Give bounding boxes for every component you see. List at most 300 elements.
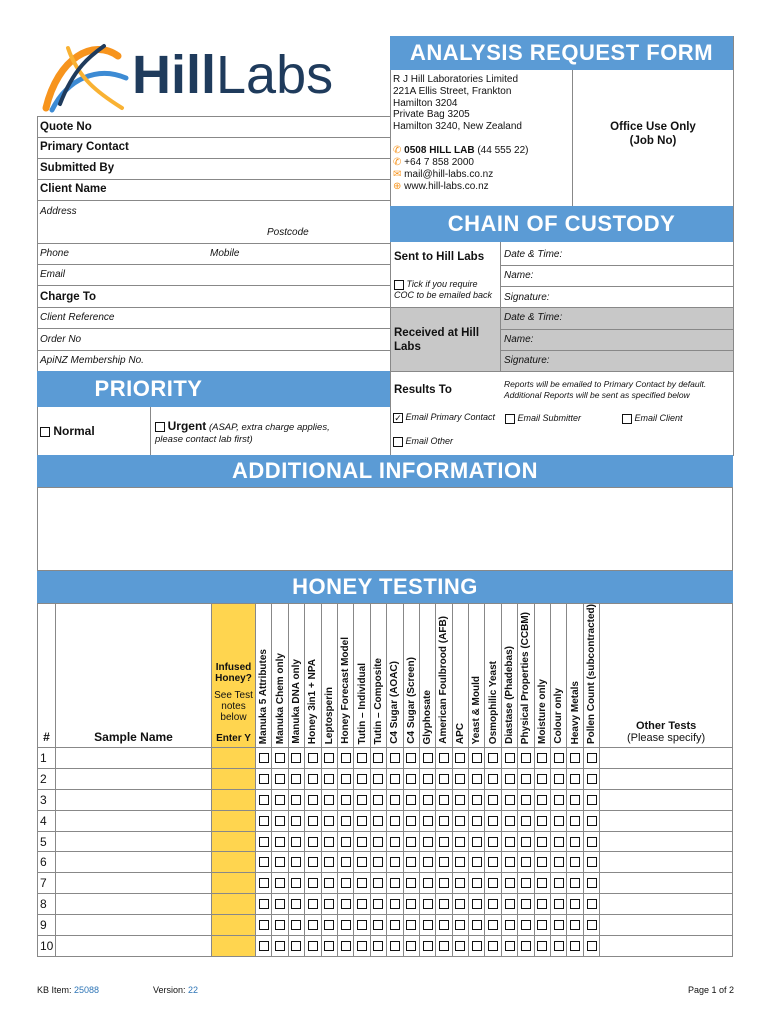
test-checkbox[interactable] [259, 753, 269, 763]
test-checkbox[interactable] [455, 920, 465, 930]
email-other-checkbox[interactable] [393, 437, 403, 447]
test-checkbox[interactable] [275, 774, 285, 784]
test-checkbox[interactable] [308, 795, 318, 805]
test-checkbox[interactable] [324, 837, 334, 847]
test-checkbox[interactable] [423, 816, 433, 826]
test-checkbox[interactable] [259, 857, 269, 867]
test-checkbox[interactable] [554, 899, 564, 909]
test-checkbox[interactable] [423, 878, 433, 888]
priority-urgent-option[interactable] [155, 420, 330, 446]
test-checkbox[interactable] [341, 816, 351, 826]
test-checkbox[interactable] [406, 795, 416, 805]
test-checkbox[interactable] [390, 857, 400, 867]
test-checkbox[interactable] [406, 774, 416, 784]
test-checkbox-cell [501, 873, 517, 894]
test-checkbox-cell [452, 810, 468, 831]
test-checkbox[interactable] [537, 774, 547, 784]
test-checkbox[interactable] [259, 941, 269, 951]
test-checkbox[interactable] [291, 816, 301, 826]
test-checkbox[interactable] [406, 816, 416, 826]
test-checkbox-cell [256, 894, 272, 915]
lab-email-link[interactable]: mail@hill-labs.co.nz [404, 169, 494, 180]
test-checkbox[interactable] [259, 837, 269, 847]
test-checkbox[interactable] [488, 837, 498, 847]
test-checkbox[interactable] [390, 795, 400, 805]
test-checkbox[interactable] [455, 753, 465, 763]
email-label: Email [40, 269, 66, 280]
email-primary-label: Email Primary Contact [405, 412, 496, 422]
test-checkbox[interactable] [537, 899, 547, 909]
test-checkbox[interactable] [308, 920, 318, 930]
test-checkbox[interactable] [373, 857, 383, 867]
test-checkbox[interactable] [390, 899, 400, 909]
test-checkbox[interactable] [472, 899, 482, 909]
test-checkbox[interactable] [341, 753, 351, 763]
test-checkbox[interactable] [341, 920, 351, 930]
test-checkbox[interactable] [275, 878, 285, 888]
test-checkbox[interactable] [570, 795, 580, 805]
test-checkbox[interactable] [488, 816, 498, 826]
coc-email-checkbox-row[interactable] [394, 279, 492, 301]
email-client-option[interactable] [622, 413, 683, 424]
other-tests-input[interactable] [600, 894, 733, 915]
sample-name-input[interactable] [56, 936, 212, 957]
test-checkbox[interactable] [423, 837, 433, 847]
coc-email-checkbox[interactable] [394, 280, 404, 290]
email-primary-checkbox[interactable]: ✓ [394, 412, 402, 423]
test-checkbox[interactable] [341, 774, 351, 784]
test-checkbox[interactable] [488, 878, 498, 888]
test-checkbox-cell [370, 748, 386, 769]
test-checkbox-cell [469, 748, 485, 769]
test-checkbox[interactable] [406, 899, 416, 909]
test-checkbox[interactable] [324, 920, 334, 930]
test-checkbox[interactable] [570, 899, 580, 909]
test-checkbox[interactable] [472, 774, 482, 784]
test-checkbox-cell [387, 915, 403, 936]
test-checkbox[interactable] [505, 753, 515, 763]
test-checkbox[interactable] [324, 878, 334, 888]
primary-contact-label: Primary Contact [40, 141, 129, 153]
test-checkbox[interactable] [537, 878, 547, 888]
test-checkbox[interactable] [291, 857, 301, 867]
test-checkbox[interactable] [521, 774, 531, 784]
test-checkbox[interactable] [259, 816, 269, 826]
test-checkbox[interactable] [537, 941, 547, 951]
test-checkbox[interactable] [521, 899, 531, 909]
email-client-checkbox[interactable] [622, 414, 632, 424]
test-checkbox[interactable] [537, 795, 547, 805]
infused-input[interactable] [212, 789, 256, 810]
test-checkbox[interactable] [259, 920, 269, 930]
office-use-label: Office Use Only [610, 121, 696, 133]
test-checkbox[interactable] [472, 857, 482, 867]
test-checkbox[interactable] [275, 753, 285, 763]
test-checkbox[interactable] [423, 857, 433, 867]
received-signature-label: Signature: [504, 355, 550, 366]
test-checkbox[interactable] [521, 753, 531, 763]
test-checkbox[interactable] [406, 878, 416, 888]
test-checkbox[interactable] [373, 899, 383, 909]
test-checkbox[interactable] [455, 816, 465, 826]
test-checkbox[interactable] [275, 816, 285, 826]
test-checkbox[interactable] [308, 837, 318, 847]
test-checkbox[interactable] [521, 795, 531, 805]
test-checkbox[interactable] [390, 941, 400, 951]
test-checkbox[interactable] [587, 753, 597, 763]
test-checkbox[interactable] [291, 774, 301, 784]
test-checkbox[interactable] [275, 920, 285, 930]
test-checkbox[interactable] [554, 837, 564, 847]
test-checkbox[interactable] [554, 816, 564, 826]
test-checkbox[interactable] [357, 941, 367, 951]
test-checkbox[interactable] [423, 774, 433, 784]
test-checkbox[interactable] [308, 878, 318, 888]
test-checkbox[interactable] [357, 753, 367, 763]
test-checkbox[interactable] [439, 899, 449, 909]
kb-value[interactable]: 25088 [74, 985, 100, 995]
test-checkbox-cell [370, 936, 386, 957]
sample-name-input[interactable] [56, 789, 212, 810]
sample-name-input[interactable] [56, 831, 212, 852]
test-checkbox[interactable] [554, 857, 564, 867]
test-checkbox[interactable] [406, 941, 416, 951]
test-checkbox[interactable] [373, 941, 383, 951]
test-checkbox-cell [436, 936, 452, 957]
test-checkbox[interactable] [390, 878, 400, 888]
test-checkbox[interactable] [505, 941, 515, 951]
test-checkbox[interactable] [406, 753, 416, 763]
test-checkbox-cell [551, 873, 567, 894]
test-checkbox-cell [288, 748, 304, 769]
test-checkbox[interactable] [291, 837, 301, 847]
test-checkbox[interactable] [259, 774, 269, 784]
test-checkbox[interactable] [373, 837, 383, 847]
test-checkbox-cell [387, 810, 403, 831]
test-checkbox[interactable] [455, 941, 465, 951]
test-checkbox-cell [370, 810, 386, 831]
test-checkbox[interactable] [537, 753, 547, 763]
test-checkbox[interactable] [308, 899, 318, 909]
test-checkbox[interactable] [570, 774, 580, 784]
test-checkbox[interactable] [488, 899, 498, 909]
test-checkbox[interactable] [324, 816, 334, 826]
infused-input[interactable] [212, 810, 256, 831]
test-checkbox[interactable] [521, 941, 531, 951]
test-checkbox[interactable] [291, 795, 301, 805]
test-checkbox[interactable] [291, 878, 301, 888]
test-checkbox[interactable] [570, 857, 580, 867]
other-tests-input[interactable] [600, 789, 733, 810]
test-checkbox[interactable] [521, 837, 531, 847]
test-checkbox[interactable] [505, 857, 515, 867]
test-checkbox[interactable] [570, 920, 580, 930]
test-checkbox[interactable] [439, 920, 449, 930]
other-tests-input[interactable] [600, 831, 733, 852]
priority-normal-option[interactable] [40, 424, 95, 438]
test-checkbox[interactable] [587, 857, 597, 867]
test-checkbox[interactable] [291, 753, 301, 763]
test-checkbox[interactable] [488, 753, 498, 763]
test-checkbox[interactable] [373, 816, 383, 826]
other-tests-input[interactable] [600, 873, 733, 894]
sample-name-input[interactable] [56, 873, 212, 894]
test-checkbox[interactable] [587, 941, 597, 951]
test-checkbox[interactable] [505, 878, 515, 888]
test-checkbox[interactable] [390, 837, 400, 847]
test-checkbox[interactable] [275, 795, 285, 805]
test-checkbox[interactable] [308, 753, 318, 763]
test-checkbox[interactable] [324, 753, 334, 763]
test-checkbox[interactable] [373, 878, 383, 888]
test-checkbox[interactable] [324, 899, 334, 909]
test-checkbox[interactable] [439, 753, 449, 763]
test-checkbox[interactable] [455, 795, 465, 805]
test-checkbox-cell [403, 936, 419, 957]
test-checkbox-cell [501, 789, 517, 810]
test-checkbox[interactable] [341, 795, 351, 805]
other-tests-note: (Please specify) [626, 732, 706, 744]
test-checkbox[interactable] [488, 941, 498, 951]
test-checkbox[interactable] [505, 837, 515, 847]
test-name: Yeast & Mould [471, 675, 483, 744]
test-checkbox[interactable] [505, 774, 515, 784]
test-checkbox[interactable] [357, 816, 367, 826]
test-checkbox[interactable] [406, 857, 416, 867]
email-submitter-checkbox[interactable] [505, 414, 515, 424]
additional-info-textarea[interactable] [37, 487, 733, 571]
test-checkbox[interactable] [423, 941, 433, 951]
infused-input[interactable] [212, 936, 256, 957]
test-checkbox[interactable] [554, 878, 564, 888]
other-tests-label: Other Tests [635, 720, 697, 732]
test-checkbox[interactable] [390, 920, 400, 930]
test-checkbox[interactable] [439, 816, 449, 826]
test-checkbox[interactable] [587, 774, 597, 784]
test-checkbox[interactable] [587, 816, 597, 826]
sample-name-input[interactable] [56, 852, 212, 873]
infused-input[interactable] [212, 915, 256, 936]
test-checkbox[interactable] [275, 899, 285, 909]
test-checkbox[interactable] [521, 878, 531, 888]
test-checkbox[interactable] [472, 837, 482, 847]
test-checkbox[interactable] [587, 920, 597, 930]
test-checkbox[interactable] [554, 941, 564, 951]
test-checkbox[interactable] [259, 795, 269, 805]
infused-input[interactable] [212, 894, 256, 915]
test-name: American Foulbrood (AFB) [438, 616, 450, 744]
test-checkbox[interactable] [406, 920, 416, 930]
test-checkbox-cell [354, 831, 370, 852]
test-checkbox[interactable] [357, 774, 367, 784]
test-checkbox[interactable] [291, 920, 301, 930]
test-checkbox[interactable] [275, 857, 285, 867]
footer-version [153, 985, 198, 995]
test-checkbox[interactable] [439, 878, 449, 888]
email-submitter-option[interactable] [505, 413, 581, 424]
test-checkbox[interactable] [537, 857, 547, 867]
priority-normal-checkbox[interactable] [40, 427, 50, 437]
test-checkbox-cell [387, 831, 403, 852]
test-checkbox[interactable] [439, 941, 449, 951]
test-name: Heavy Metals [569, 680, 581, 744]
test-checkbox[interactable] [357, 899, 367, 909]
test-checkbox[interactable] [505, 795, 515, 805]
test-checkbox[interactable] [324, 941, 334, 951]
test-checkbox[interactable] [587, 795, 597, 805]
test-checkbox[interactable] [291, 941, 301, 951]
test-checkbox[interactable] [554, 795, 564, 805]
test-checkbox[interactable] [521, 920, 531, 930]
test-checkbox[interactable] [521, 857, 531, 867]
test-name: Moisture only [536, 678, 548, 744]
test-checkbox[interactable] [390, 816, 400, 826]
priority-urgent-label: Urgent [167, 419, 207, 433]
test-checkbox[interactable] [406, 837, 416, 847]
test-checkbox[interactable] [587, 837, 597, 847]
test-checkbox[interactable] [324, 857, 334, 867]
test-checkbox[interactable] [488, 774, 498, 784]
test-checkbox[interactable] [439, 857, 449, 867]
test-checkbox[interactable] [537, 920, 547, 930]
test-checkbox[interactable] [587, 878, 597, 888]
infused-input[interactable] [212, 768, 256, 789]
test-checkbox[interactable] [554, 753, 564, 763]
test-checkbox[interactable] [423, 795, 433, 805]
test-checkbox[interactable] [308, 816, 318, 826]
sample-name-input[interactable] [56, 768, 212, 789]
test-checkbox[interactable] [341, 878, 351, 888]
test-checkbox[interactable] [455, 837, 465, 847]
test-checkbox[interactable] [439, 795, 449, 805]
address-label: Address [40, 206, 77, 217]
infused-input[interactable] [212, 852, 256, 873]
test-checkbox[interactable] [505, 920, 515, 930]
test-checkbox[interactable] [373, 774, 383, 784]
test-checkbox[interactable] [423, 920, 433, 930]
sample-name-input[interactable] [56, 810, 212, 831]
test-checkbox[interactable] [505, 899, 515, 909]
test-checkbox[interactable] [291, 899, 301, 909]
test-checkbox[interactable] [505, 816, 515, 826]
test-checkbox[interactable] [455, 857, 465, 867]
test-checkbox[interactable] [570, 941, 580, 951]
test-checkbox[interactable] [587, 899, 597, 909]
other-tests-input[interactable] [600, 915, 733, 936]
other-tests-input[interactable] [600, 936, 733, 957]
test-checkbox[interactable] [472, 941, 482, 951]
test-checkbox[interactable] [259, 899, 269, 909]
test-checkbox[interactable] [308, 774, 318, 784]
test-checkbox[interactable] [390, 753, 400, 763]
sample-name-input[interactable] [56, 748, 212, 769]
test-checkbox-cell [518, 873, 534, 894]
test-checkbox[interactable] [390, 774, 400, 784]
test-checkbox[interactable] [537, 816, 547, 826]
test-checkbox[interactable] [275, 837, 285, 847]
test-checkbox-cell [256, 852, 272, 873]
sample-name-input[interactable] [56, 894, 212, 915]
test-checkbox-cell [551, 748, 567, 769]
test-checkbox-cell [305, 789, 321, 810]
test-checkbox[interactable] [439, 774, 449, 784]
infused-input[interactable] [212, 873, 256, 894]
infused-input[interactable] [212, 748, 256, 769]
infused-input[interactable] [212, 831, 256, 852]
form-title: ANALYSIS REQUEST FORM [390, 36, 733, 70]
test-checkbox[interactable] [308, 857, 318, 867]
lab-website-link[interactable]: www.hill-labs.co.nz [404, 181, 489, 192]
email-other-option[interactable] [393, 436, 453, 447]
test-checkbox[interactable] [455, 774, 465, 784]
test-checkbox[interactable] [357, 837, 367, 847]
test-checkbox[interactable] [570, 837, 580, 847]
test-checkbox[interactable] [423, 899, 433, 909]
test-checkbox[interactable] [472, 920, 482, 930]
test-checkbox[interactable] [357, 795, 367, 805]
test-checkbox[interactable] [570, 753, 580, 763]
test-checkbox[interactable] [521, 816, 531, 826]
test-checkbox[interactable] [324, 795, 334, 805]
test-checkbox[interactable] [472, 878, 482, 888]
test-checkbox[interactable] [455, 899, 465, 909]
test-checkbox[interactable] [341, 899, 351, 909]
other-tests-input[interactable] [600, 748, 733, 769]
test-checkbox[interactable] [308, 941, 318, 951]
test-checkbox[interactable] [554, 920, 564, 930]
test-checkbox-cell [354, 768, 370, 789]
test-checkbox[interactable] [472, 795, 482, 805]
test-checkbox[interactable] [439, 837, 449, 847]
test-checkbox[interactable] [341, 837, 351, 847]
test-checkbox[interactable] [570, 878, 580, 888]
test-column-header [551, 604, 567, 748]
test-checkbox[interactable] [537, 837, 547, 847]
test-checkbox[interactable] [472, 816, 482, 826]
test-checkbox[interactable] [324, 774, 334, 784]
email-primary-option[interactable] [393, 412, 495, 423]
sample-name-input[interactable] [56, 915, 212, 936]
test-checkbox[interactable] [373, 753, 383, 763]
test-checkbox[interactable] [341, 941, 351, 951]
test-checkbox[interactable] [357, 878, 367, 888]
test-checkbox[interactable] [554, 774, 564, 784]
test-name: Colour only [553, 688, 565, 744]
priority-urgent-checkbox[interactable] [155, 422, 165, 432]
test-checkbox[interactable] [373, 920, 383, 930]
other-tests-input[interactable] [600, 810, 733, 831]
test-checkbox[interactable] [488, 795, 498, 805]
test-checkbox-cell [403, 789, 419, 810]
other-tests-input[interactable] [600, 852, 733, 873]
test-checkbox[interactable] [488, 920, 498, 930]
test-checkbox[interactable] [341, 857, 351, 867]
test-checkbox[interactable] [472, 753, 482, 763]
test-checkbox-cell [337, 831, 353, 852]
test-checkbox[interactable] [570, 816, 580, 826]
test-checkbox-cell [452, 915, 468, 936]
test-checkbox[interactable] [423, 753, 433, 763]
test-checkbox[interactable] [357, 857, 367, 867]
test-checkbox[interactable] [275, 941, 285, 951]
test-checkbox-cell [288, 831, 304, 852]
other-tests-input[interactable] [600, 768, 733, 789]
test-checkbox[interactable] [259, 878, 269, 888]
test-checkbox[interactable] [373, 795, 383, 805]
test-checkbox[interactable] [455, 878, 465, 888]
test-checkbox[interactable] [488, 857, 498, 867]
test-checkbox[interactable] [357, 920, 367, 930]
